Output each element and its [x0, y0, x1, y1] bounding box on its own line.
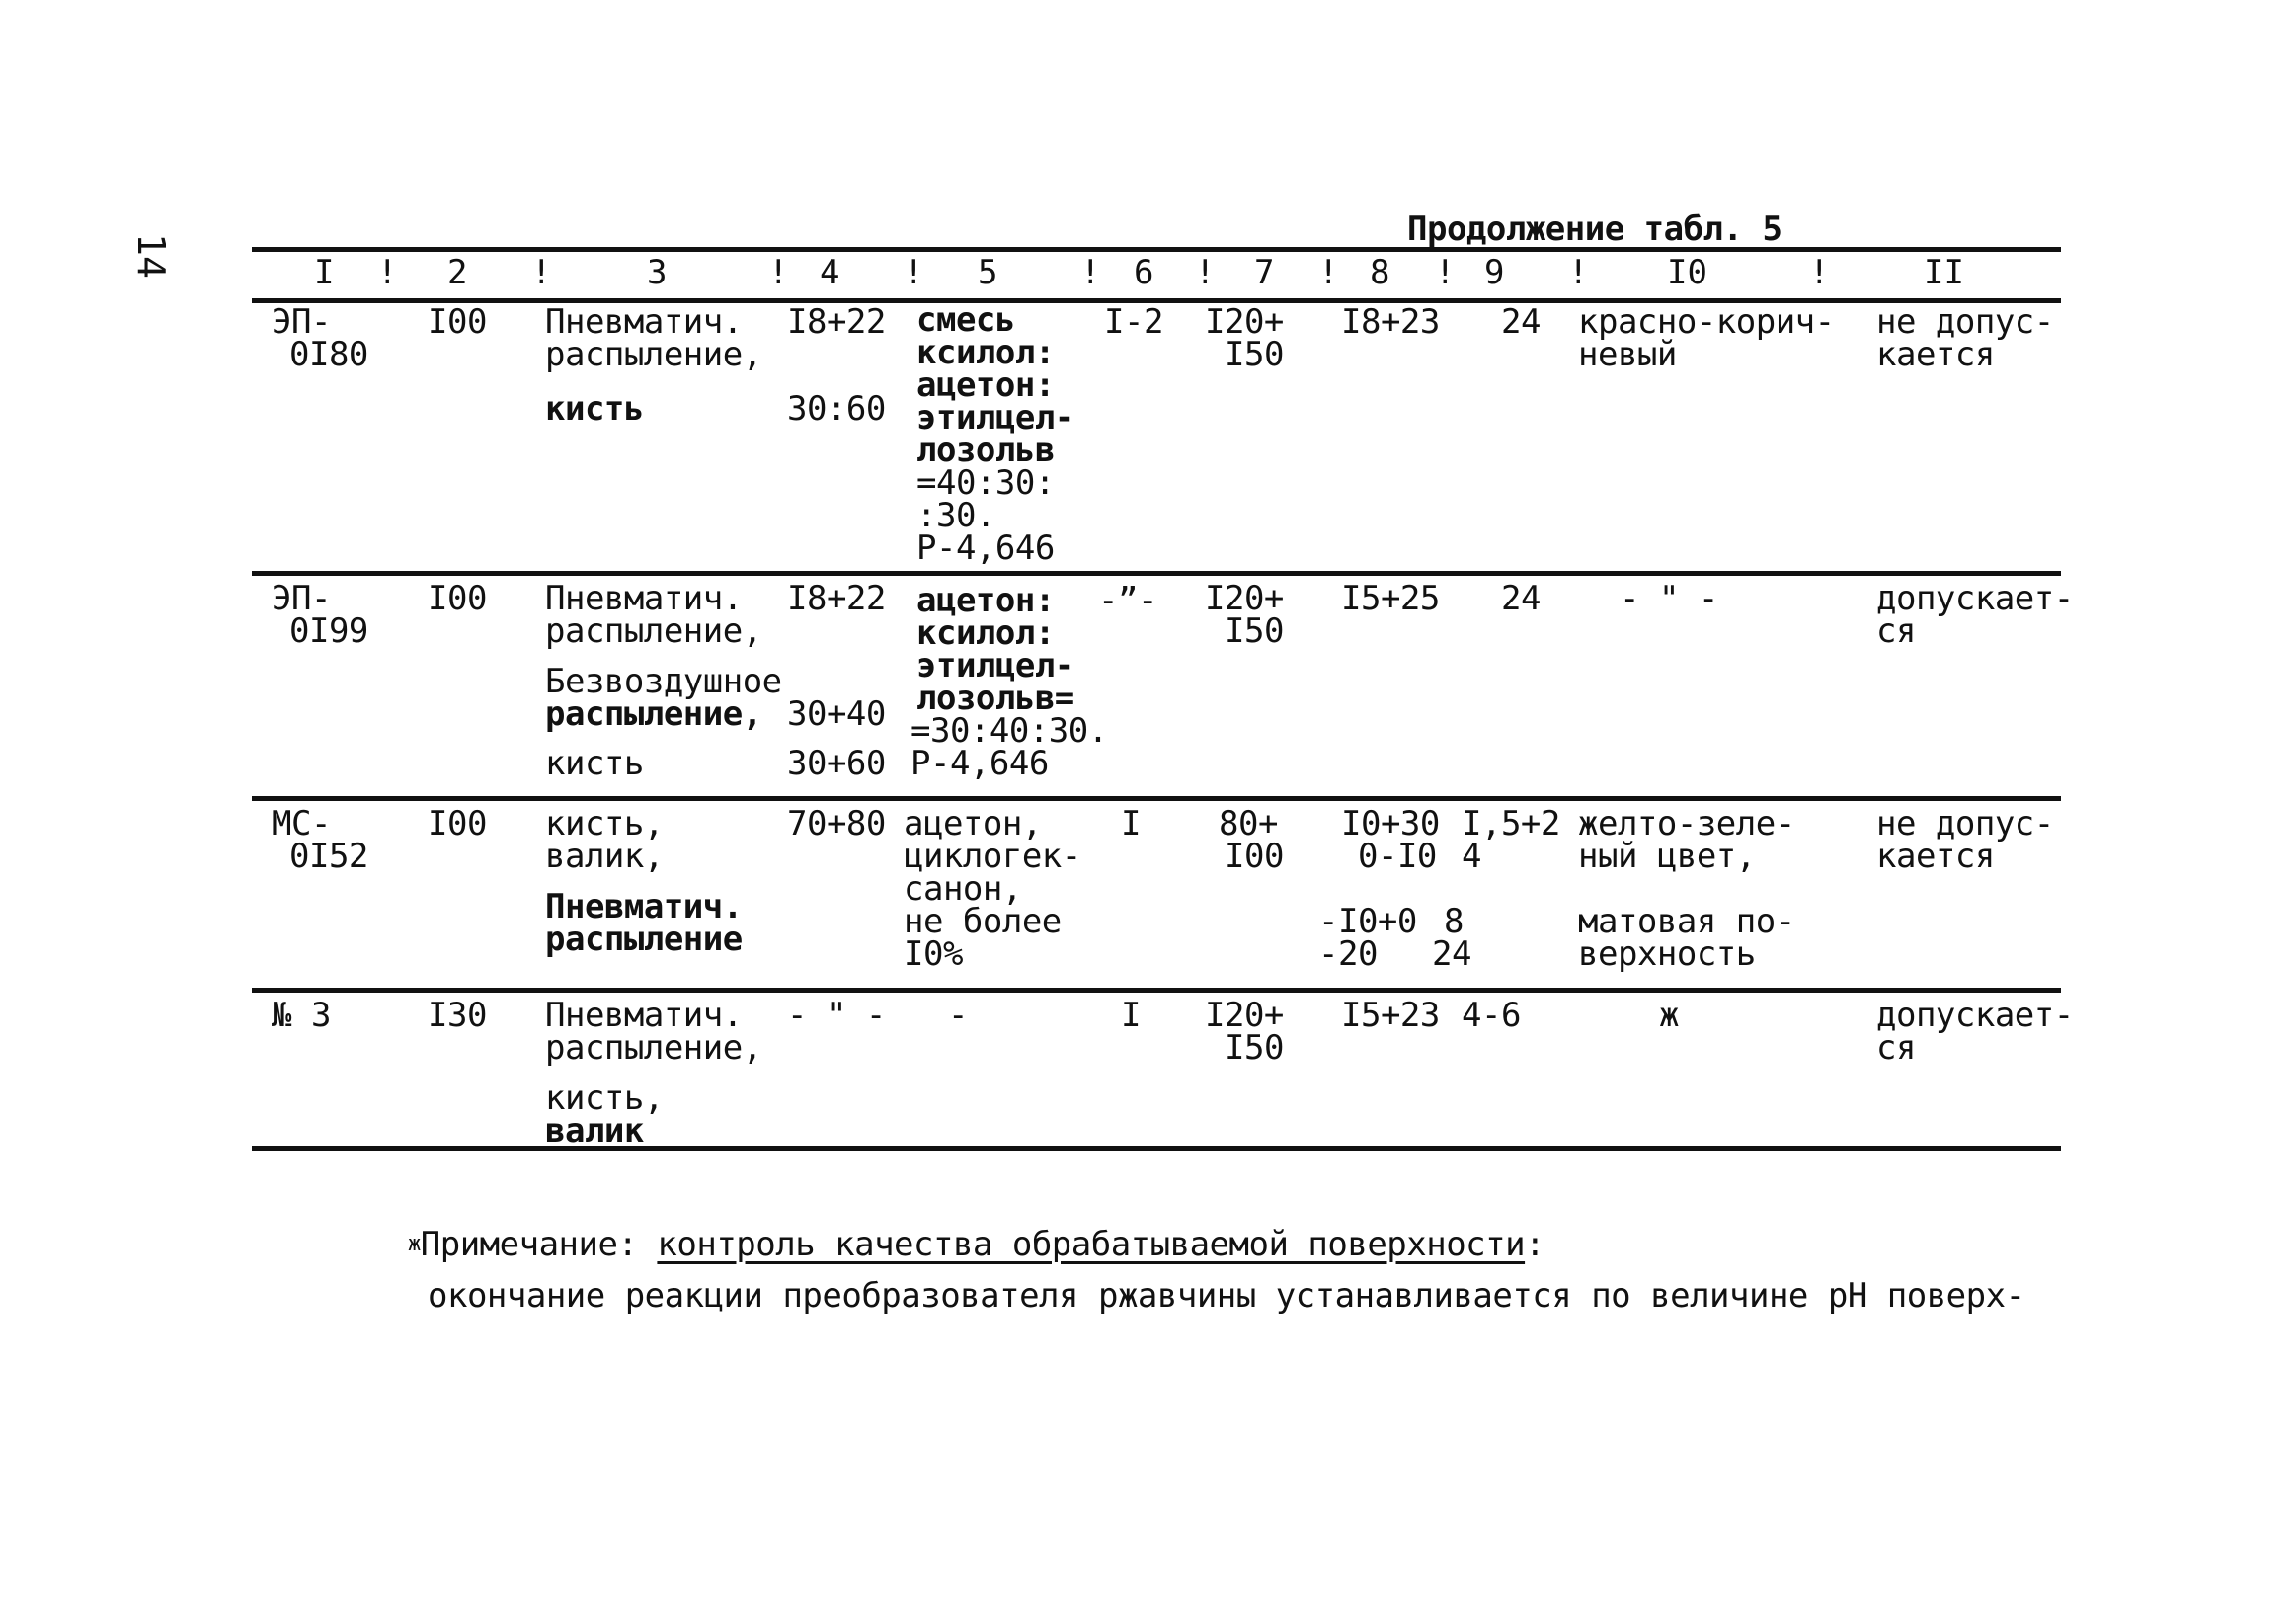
cell-method: кисть, — [545, 804, 664, 843]
cell-col4: - " - — [787, 996, 886, 1035]
cell-solvent: смесь — [916, 300, 1015, 340]
cell-col2: I30 — [428, 996, 487, 1035]
cell-col7: I50 — [1225, 611, 1284, 651]
cell-solvent: не более — [904, 902, 1062, 941]
row-separator — [252, 796, 2061, 801]
cell-method: валик, — [545, 837, 664, 876]
cell-method: распыление, — [545, 335, 762, 374]
cell-col4: 70+80 — [787, 804, 886, 843]
cell-col7: I20+ — [1205, 996, 1284, 1035]
note-line-2: окончание реакции преобразователя ржавчины устанавливается по величине рН поверх- — [428, 1276, 2025, 1316]
cell-solvent: циклогек- — [904, 837, 1081, 876]
continuation-label: Продолжение табл. 5 — [1407, 209, 1782, 249]
cell-col6: I-2 — [1104, 302, 1163, 342]
cell-col8: -I0+0 — [1318, 902, 1417, 941]
cell-solvent: санон, — [904, 869, 1022, 909]
header-separator: ! — [768, 253, 789, 292]
cell-solvent: I0% — [904, 934, 963, 974]
cell-defects: допускает- — [1876, 579, 2074, 618]
header-col-6: 6 — [1134, 253, 1154, 292]
cell-solvent: :30. — [916, 496, 995, 535]
note-underlined-text: контроль качества обрабатываемой поверхности — [657, 1225, 1526, 1264]
cell-col7: I00 — [1225, 837, 1284, 876]
header-separator: ! — [1435, 253, 1456, 292]
cell-col7: 80+ — [1219, 804, 1278, 843]
cell-col9: 24 — [1501, 579, 1541, 618]
cell-solvent: =40:30: — [916, 463, 1055, 503]
header-separator: ! — [1568, 253, 1589, 292]
header-separator: ! — [377, 253, 398, 292]
cell-designation: ЭП- — [272, 302, 331, 342]
header-col-2: 2 — [447, 253, 468, 292]
cell-col7: I50 — [1225, 1028, 1284, 1068]
cell-solvent: ксилол: — [916, 613, 1055, 653]
cell-designation: 0I52 — [289, 837, 368, 876]
cell-method: Пневматич. — [545, 302, 743, 342]
cell-designation: 0I80 — [289, 335, 368, 374]
cell-col4: I8+22 — [787, 302, 886, 342]
cell-method: валик — [545, 1111, 644, 1151]
header-col-5: 5 — [978, 253, 998, 292]
table-top-rule — [252, 247, 2061, 252]
cell-solvent: ксилол: — [916, 333, 1055, 372]
cell-solvent: Р-4,646 — [916, 528, 1055, 568]
cell-col7: I20+ — [1205, 302, 1284, 342]
cell-solvent: ацетон: — [916, 581, 1055, 620]
row-separator — [252, 988, 2061, 993]
cell-color: - " - — [1620, 579, 1718, 618]
cell-method: кисть — [545, 389, 644, 429]
header-col-3: 3 — [647, 253, 668, 292]
cell-solvent: лозольв — [916, 431, 1055, 470]
cell-col4: 30+60 — [787, 744, 886, 783]
cell-color: желто-зеле- — [1578, 804, 1795, 843]
cell-defects: ся — [1876, 611, 1916, 651]
note-label: Примечание: — [420, 1225, 638, 1264]
cell-solvent: =30:40:30. — [910, 711, 1108, 751]
cell-color: ж — [1659, 996, 1679, 1035]
cell-method: распыление, — [545, 611, 762, 651]
cell-designation: ЭП- — [272, 579, 331, 618]
header-separator: ! — [531, 253, 552, 292]
cell-col6: I — [1121, 804, 1141, 843]
cell-col2: I00 — [428, 302, 487, 342]
cell-method: распыление, — [545, 694, 762, 734]
cell-col7: I50 — [1225, 335, 1284, 374]
note-colon: : — [1525, 1225, 1545, 1264]
cell-col4: 30:60 — [787, 389, 886, 429]
cell-defects: ся — [1876, 1028, 1916, 1068]
header-separator: ! — [1318, 253, 1339, 292]
cell-solvent: Р-4,646 — [910, 744, 1049, 783]
cell-designation: МС- — [272, 804, 331, 843]
cell-solvent: ацетон, — [904, 804, 1042, 843]
cell-col9: 24 — [1432, 934, 1471, 974]
cell-color: невый — [1578, 335, 1677, 374]
row-separator — [252, 571, 2061, 576]
header-separator: ! — [1195, 253, 1216, 292]
cell-method: Пневматич. — [545, 887, 743, 926]
cell-col4: 30+40 — [787, 694, 886, 734]
cell-col8: I0+30 — [1341, 804, 1440, 843]
cell-solvent: ацетон: — [916, 365, 1055, 405]
cell-col9: I,5+2 — [1462, 804, 1560, 843]
cell-color: красно-корич- — [1578, 302, 1835, 342]
cell-defects: не допус- — [1876, 302, 2054, 342]
cell-col6: -”- — [1098, 581, 1157, 620]
header-col-1: I — [314, 253, 335, 292]
header-col-4: 4 — [820, 253, 840, 292]
cell-col9: 4 — [1462, 837, 1481, 876]
cell-col6: I — [1121, 996, 1141, 1035]
cell-col8: -20 — [1318, 934, 1378, 974]
cell-defects: кается — [1876, 335, 1995, 374]
cell-col2: I00 — [428, 804, 487, 843]
cell-defects: допускает- — [1876, 996, 2074, 1035]
cell-method: распыление — [545, 920, 743, 959]
cell-defects: не допус- — [1876, 804, 2054, 843]
cell-col9: 4-6 — [1462, 996, 1521, 1035]
cell-col9: 8 — [1444, 902, 1464, 941]
cell-solvent: этилцел- — [916, 646, 1074, 685]
header-col-9: 9 — [1484, 253, 1505, 292]
cell-method: Безвоздушное — [545, 662, 782, 701]
cell-method: кисть — [545, 744, 644, 783]
cell-col2: I00 — [428, 579, 487, 618]
cell-solvent: лозольв= — [916, 679, 1074, 718]
cell-col9: 24 — [1501, 302, 1541, 342]
cell-col8: I5+23 — [1341, 996, 1440, 1035]
cell-col8: 0-I0 — [1358, 837, 1437, 876]
header-col-8: 8 — [1370, 253, 1390, 292]
cell-col7: I20+ — [1205, 579, 1284, 618]
cell-col4: I8+22 — [787, 579, 886, 618]
cell-defects: кается — [1876, 837, 1995, 876]
header-separator: ! — [1809, 253, 1830, 292]
page-number: 14 — [128, 233, 173, 279]
cell-designation: 0I99 — [289, 611, 368, 651]
cell-color: матовая по- — [1578, 902, 1795, 941]
cell-color: ный цвет, — [1578, 837, 1756, 876]
table-bottom-rule — [252, 1146, 2061, 1151]
cell-col8: I5+25 — [1341, 579, 1440, 618]
cell-method: распыление, — [545, 1028, 762, 1068]
header-separator: ! — [1080, 253, 1101, 292]
header-col-10: I0 — [1667, 253, 1707, 292]
cell-designation: № 3 — [272, 996, 331, 1035]
cell-solvent: этилцел- — [916, 398, 1074, 438]
header-col-11: II — [1924, 253, 1964, 292]
note-line-1 — [408, 1225, 1544, 1264]
cell-method: Пневматич. — [545, 996, 743, 1035]
header-separator: ! — [904, 253, 924, 292]
note-marker: ж — [408, 1232, 421, 1256]
cell-color: верхность — [1578, 934, 1756, 974]
cell-col8: I8+23 — [1341, 302, 1440, 342]
cell-method: кисть, — [545, 1079, 664, 1118]
cell-method: Пневматич. — [545, 579, 743, 618]
header-col-7: 7 — [1254, 253, 1275, 292]
cell-solvent: - — [948, 996, 968, 1035]
